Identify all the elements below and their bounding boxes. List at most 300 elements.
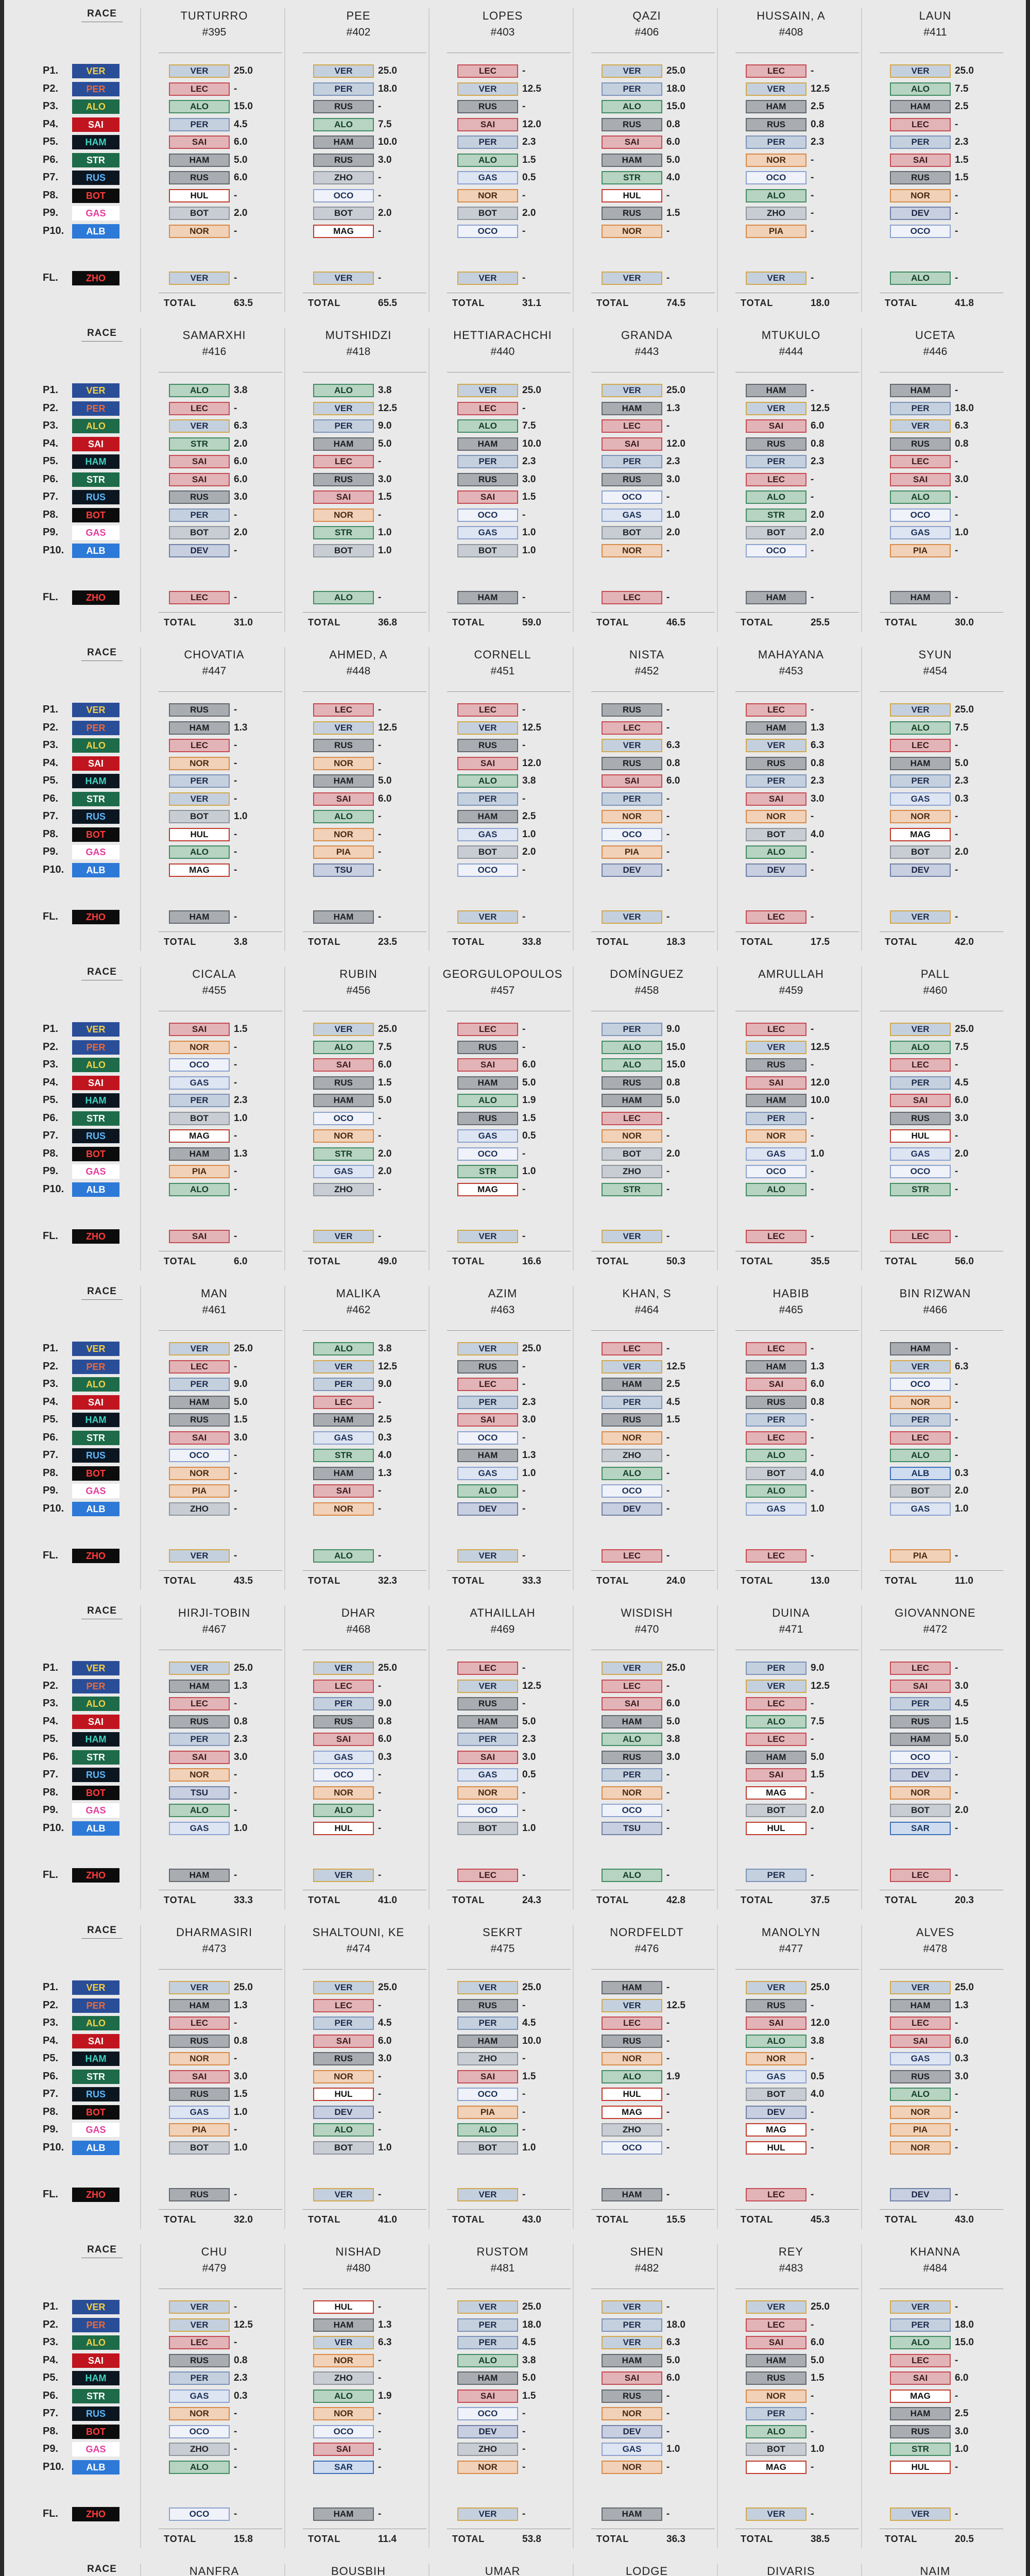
header-divider xyxy=(447,1330,571,1331)
race-column xyxy=(20,961,128,1281)
fastest-lap-pick: HAM xyxy=(602,2507,662,2521)
driver-pick: PER xyxy=(602,1768,662,1782)
fastest-lap-points: - xyxy=(811,2509,814,2519)
driver-pick: SAI xyxy=(313,1733,374,1746)
driver-pick: HAM xyxy=(313,135,374,149)
pick-points: 7.5 xyxy=(378,1041,392,1053)
player-name: NISHAD xyxy=(335,2245,382,2258)
pick-points: - xyxy=(378,2444,382,2454)
race-result-badge: ALO xyxy=(72,2016,119,2030)
column-divider xyxy=(861,8,862,312)
fastest-lap-pick: VER xyxy=(313,2188,374,2201)
driver-pick: SAI xyxy=(169,473,230,486)
fastest-lap-pick: VER xyxy=(457,1549,518,1563)
driver-pick: HAM xyxy=(457,2035,518,2048)
position-label: P7. xyxy=(43,1449,59,1461)
driver-pick: GAS xyxy=(746,2070,806,2083)
column-divider xyxy=(861,967,862,1270)
total-value: 31.0 xyxy=(234,617,253,628)
driver-pick: DEV xyxy=(602,1502,662,1516)
pick-points: 1.5 xyxy=(234,1024,248,1035)
driver-pick: SAI xyxy=(890,473,951,486)
pick-points: - xyxy=(234,1041,237,1053)
driver-pick: LEC xyxy=(602,1680,662,1693)
total-value: 36.3 xyxy=(666,2534,685,2545)
pick-points: - xyxy=(522,65,526,76)
header-divider xyxy=(303,691,426,692)
driver-pick: STR xyxy=(890,1183,951,1196)
race-result-badge: RUS xyxy=(72,2087,119,2102)
player-column xyxy=(720,2239,862,2558)
column-divider xyxy=(428,2244,430,2548)
driver-pick: GAS xyxy=(457,1467,518,1480)
header-divider xyxy=(303,1330,426,1331)
driver-pick: BOT xyxy=(457,2141,518,2155)
pick-points: 1.3 xyxy=(234,1148,248,1159)
player-id: #480 xyxy=(346,2262,371,2274)
player-id: #466 xyxy=(923,1304,948,1316)
player-column xyxy=(143,1600,285,1920)
driver-pick: GAS xyxy=(169,2106,230,2119)
position-label: P9. xyxy=(43,527,59,538)
pick-points: 1.5 xyxy=(378,492,392,502)
driver-pick: RUS xyxy=(746,2371,806,2385)
driver-pick: SAI xyxy=(457,1413,518,1427)
pick-points: - xyxy=(378,757,382,769)
player-name: LODGE xyxy=(625,2565,668,2576)
fastest-lap-pick: LEC xyxy=(746,910,806,924)
total-divider xyxy=(880,612,1003,613)
pick-points: 1.5 xyxy=(234,2089,248,2099)
pick-points: 0.3 xyxy=(955,1467,969,1479)
pick-points: 25.0 xyxy=(811,2301,830,2312)
pick-points: 18.0 xyxy=(522,2319,541,2330)
driver-pick: RUS xyxy=(602,118,662,131)
player-name: DIVARIS xyxy=(767,2565,815,2576)
race-result-badge: ALB xyxy=(72,2141,119,2155)
driver-pick: SAI xyxy=(313,1484,374,1498)
race-result-badge: ALB xyxy=(72,544,119,558)
pick-points: - xyxy=(955,2018,958,2028)
player-id: #454 xyxy=(923,665,948,677)
player-name: MAN xyxy=(201,1287,228,1300)
pick-points: - xyxy=(234,1467,237,1479)
position-label: P5. xyxy=(43,1094,59,1106)
pick-points: 2.3 xyxy=(522,137,536,147)
pick-points: - xyxy=(522,1183,526,1195)
driver-pick: SAI xyxy=(169,455,230,468)
pick-points: 5.0 xyxy=(666,1716,680,1727)
fastest-lap-points: - xyxy=(522,1550,526,1561)
driver-pick: VER xyxy=(169,1662,230,1675)
pick-points: 1.0 xyxy=(955,2444,969,2454)
pick-points: - xyxy=(378,1769,382,1780)
driver-pick: HAM xyxy=(169,1680,230,1693)
position-label: P2. xyxy=(43,1680,59,1691)
driver-pick: HAM xyxy=(313,1413,374,1427)
pick-points: 3.8 xyxy=(378,385,392,396)
pick-points: 1.9 xyxy=(666,2071,680,2082)
total-divider xyxy=(303,1570,426,1571)
pick-points: - xyxy=(234,1361,237,1372)
pick-points: 18.0 xyxy=(666,2319,685,2330)
player-name: SEKRT xyxy=(483,1926,523,1939)
pick-points: - xyxy=(522,704,526,715)
race-result-badge: BOT xyxy=(72,1466,119,1481)
driver-pick: SAI xyxy=(457,118,518,131)
pick-points: 6.3 xyxy=(666,740,680,751)
pick-points: - xyxy=(666,225,670,236)
player-name: ATHAILLAH xyxy=(470,1606,536,1619)
driver-pick: ALO xyxy=(746,845,806,859)
fastest-lap-pick: LEC xyxy=(890,1230,951,1243)
total-value: 41.0 xyxy=(378,2214,397,2225)
pick-points: 9.0 xyxy=(666,1024,680,1035)
player-column xyxy=(432,961,574,1281)
total-divider xyxy=(303,612,426,613)
player-name: KHAN, S xyxy=(622,1287,672,1300)
driver-pick: NOR xyxy=(169,2052,230,2065)
race-result-badge: ALB xyxy=(72,863,119,877)
driver-pick: HAM xyxy=(457,1715,518,1728)
driver-pick: RUS xyxy=(602,207,662,220)
pick-points: - xyxy=(955,1450,958,1461)
pick-points: - xyxy=(666,2301,670,2312)
pick-points: - xyxy=(234,1166,237,1177)
driver-pick: NOR xyxy=(169,757,230,770)
pick-points: 1.0 xyxy=(811,2444,825,2454)
pick-points: 1.5 xyxy=(522,154,536,165)
race-block xyxy=(20,3,1015,323)
driver-pick: HUL xyxy=(746,2141,806,2155)
pick-points: - xyxy=(378,456,382,467)
pick-points: - xyxy=(666,1822,670,1834)
pick-points: - xyxy=(378,2071,382,2082)
pick-points: - xyxy=(378,2106,382,2117)
driver-pick: OCO xyxy=(169,2425,230,2438)
race-result-badge: HAM xyxy=(72,1093,119,1108)
total-label: TOTAL xyxy=(308,1895,341,1905)
pick-points: - xyxy=(955,1787,958,1798)
driver-pick: LEC xyxy=(890,118,951,131)
driver-pick: RUS xyxy=(313,739,374,752)
total-value: 15.5 xyxy=(666,2214,685,2225)
driver-pick: PER xyxy=(313,1378,374,1391)
driver-pick: PER xyxy=(890,1697,951,1710)
total-divider xyxy=(735,612,859,613)
driver-pick: VER xyxy=(313,2336,374,2349)
race-result-badge: PER xyxy=(72,721,119,735)
race-result-badge: RUS xyxy=(72,1129,119,1143)
pick-points: - xyxy=(522,1024,526,1035)
pick-points: 3.0 xyxy=(955,1680,969,1691)
driver-pick: SAI xyxy=(746,2336,806,2349)
driver-pick: TSU xyxy=(169,1786,230,1800)
driver-pick: HAM xyxy=(746,1751,806,1764)
total-divider xyxy=(735,2209,859,2210)
driver-pick: LEC xyxy=(457,402,518,415)
driver-pick: NOR xyxy=(890,1396,951,1409)
player-name: MTUKULO xyxy=(761,329,821,342)
pick-points: 0.8 xyxy=(811,1396,825,1408)
race-result-badge: PER xyxy=(72,1998,119,2013)
fastest-lap-pick: VER xyxy=(602,910,662,924)
pick-points: - xyxy=(666,864,670,875)
player-column xyxy=(576,3,718,323)
driver-pick: PER xyxy=(890,2318,951,2332)
pick-points: 25.0 xyxy=(666,65,685,76)
pick-points: 1.5 xyxy=(811,2372,825,2383)
driver-pick: LEC xyxy=(169,2336,230,2349)
total-value: 43.5 xyxy=(234,1575,253,1586)
pick-points: - xyxy=(234,225,237,236)
pick-points: - xyxy=(666,2053,670,2064)
column-divider xyxy=(861,2564,862,2576)
pick-points: - xyxy=(666,1680,670,1691)
pick-points: - xyxy=(522,1999,526,2011)
pick-points: 2.0 xyxy=(378,1148,392,1159)
driver-pick: GAS xyxy=(602,2443,662,2456)
fastest-lap-points: - xyxy=(378,592,382,603)
race-result-badge: GAS xyxy=(72,1484,119,1498)
driver-pick: GAS xyxy=(457,171,518,184)
position-label: P3. xyxy=(43,1698,59,1709)
driver-pick: LEC xyxy=(169,82,230,96)
driver-pick: NOR xyxy=(169,1041,230,1054)
player-id: #453 xyxy=(779,665,803,677)
player-name: QAZI xyxy=(632,9,661,22)
driver-pick: HUL xyxy=(602,189,662,202)
driver-pick: PER xyxy=(746,774,806,788)
pick-points: 12.0 xyxy=(811,1077,830,1088)
driver-pick: ALO xyxy=(169,384,230,397)
race-result-badge: GAS xyxy=(72,1803,119,1818)
pick-points: - xyxy=(522,2461,526,2472)
fastest-lap-pick: HAM xyxy=(313,910,374,924)
driver-pick: HAM xyxy=(890,384,951,397)
player-column xyxy=(432,3,574,323)
driver-pick: SAI xyxy=(890,2035,951,2048)
total-label: TOTAL xyxy=(596,937,629,947)
driver-pick: SAI xyxy=(313,490,374,504)
driver-pick: PER xyxy=(169,774,230,788)
race-column xyxy=(20,642,128,961)
driver-pick: LEC xyxy=(746,1733,806,1746)
fastest-lap-points: - xyxy=(955,273,958,283)
driver-pick: PER xyxy=(890,774,951,788)
total-divider xyxy=(447,2209,571,2210)
total-label: TOTAL xyxy=(885,937,918,947)
player-column xyxy=(143,1920,285,2239)
total-divider xyxy=(447,1570,571,1571)
driver-pick: NOR xyxy=(746,154,806,167)
driver-pick: OCO xyxy=(890,1751,951,1764)
pick-points: - xyxy=(811,846,814,857)
player-name: KHANNA xyxy=(910,2245,960,2258)
driver-pick: LEC xyxy=(313,1680,374,1693)
driver-pick: ALO xyxy=(746,1183,806,1196)
player-column xyxy=(576,1281,718,1600)
pick-points: 1.0 xyxy=(378,545,392,556)
player-name: AMRULLAH xyxy=(758,968,824,980)
pick-points: 1.3 xyxy=(666,402,680,414)
pick-points: - xyxy=(234,1059,237,1070)
pick-points: - xyxy=(234,1769,237,1780)
pick-points: - xyxy=(234,2426,237,2437)
pick-points: - xyxy=(522,1432,526,1443)
driver-pick: MAG xyxy=(457,1183,518,1196)
driver-pick: MAG xyxy=(169,1129,230,1143)
pick-points: - xyxy=(811,154,814,165)
race-result-badge: SAI xyxy=(72,1395,119,1410)
total-value: 43.0 xyxy=(522,2214,541,2225)
fastest-lap-pick: VER xyxy=(457,910,518,924)
pick-points: 5.0 xyxy=(811,1751,825,1762)
pick-points: 3.0 xyxy=(955,2071,969,2082)
pick-points: 4.0 xyxy=(811,2089,825,2099)
driver-pick: NOR xyxy=(602,225,662,238)
pick-points: 3.8 xyxy=(522,775,536,786)
player-name: CICALA xyxy=(192,968,236,980)
player-column xyxy=(864,2239,1006,2558)
race-result-badge: ALO xyxy=(72,1377,119,1392)
player-id: #472 xyxy=(923,1623,948,1635)
position-label: P9. xyxy=(43,846,59,857)
pick-points: 12.5 xyxy=(522,83,541,94)
player-column xyxy=(720,1920,862,2239)
header-divider xyxy=(159,1969,282,1970)
position-label: P1. xyxy=(43,1023,59,1035)
driver-pick: SAI xyxy=(313,2443,374,2456)
pick-points: - xyxy=(955,1166,958,1177)
driver-pick: VER xyxy=(313,402,374,415)
player-id: #459 xyxy=(779,985,803,996)
pick-points: 2.3 xyxy=(234,1095,248,1106)
pick-points: - xyxy=(378,1396,382,1408)
driver-pick: SAI xyxy=(890,2371,951,2385)
player-column xyxy=(143,2239,285,2558)
fastest-lap-points: - xyxy=(955,1870,958,1880)
driver-pick: SAI xyxy=(169,2070,230,2083)
driver-pick: SAI xyxy=(457,757,518,770)
driver-pick: ALO xyxy=(457,1094,518,1107)
pick-points: 0.8 xyxy=(811,438,825,449)
pick-points: - xyxy=(955,2354,958,2366)
column-divider xyxy=(717,1286,718,1590)
pick-points: 4.5 xyxy=(955,1698,969,1709)
player-column xyxy=(864,642,1006,961)
driver-pick: BOT xyxy=(746,2443,806,2456)
pick-points: - xyxy=(666,1805,670,1816)
driver-pick: STR xyxy=(602,171,662,184)
fastest-lap-badge: ZHO xyxy=(72,1868,119,1883)
driver-pick: PIA xyxy=(746,225,806,238)
position-label: P2. xyxy=(43,721,59,733)
player-column xyxy=(432,1281,574,1600)
pick-points: - xyxy=(522,1787,526,1798)
driver-pick: RUS xyxy=(890,2425,951,2438)
pick-points: 6.0 xyxy=(234,137,248,147)
race-result-badge: SAI xyxy=(72,1715,119,1729)
pick-points: 1.0 xyxy=(522,1166,536,1177)
pick-points: 2.5 xyxy=(522,811,536,822)
pick-points: - xyxy=(811,1130,814,1141)
pick-points: - xyxy=(666,1130,670,1141)
pick-points: 25.0 xyxy=(666,1663,685,1673)
driver-pick: SAI xyxy=(602,135,662,149)
pick-points: - xyxy=(955,1432,958,1443)
driver-pick: PER xyxy=(457,2336,518,2349)
pick-points: - xyxy=(522,1485,526,1496)
player-id: #483 xyxy=(779,2262,803,2274)
driver-pick: OCO xyxy=(602,828,662,841)
player-column xyxy=(287,2239,430,2558)
total-label: TOTAL xyxy=(741,1895,774,1905)
position-label: P1. xyxy=(43,1662,59,1673)
pick-points: - xyxy=(378,1999,382,2011)
driver-pick: NOR xyxy=(313,509,374,522)
pick-points: 1.5 xyxy=(234,1414,248,1425)
player-column xyxy=(720,961,862,1281)
driver-pick: RUS xyxy=(746,118,806,131)
race-result-badge: BOT xyxy=(72,189,119,203)
driver-pick: HUL xyxy=(313,1822,374,1835)
driver-pick: PER xyxy=(746,455,806,468)
position-label: P1. xyxy=(43,65,59,76)
column-divider xyxy=(861,1286,862,1590)
pick-points: 4.5 xyxy=(234,118,248,130)
driver-pick: MAG xyxy=(746,2461,806,2474)
driver-pick: NOR xyxy=(746,810,806,823)
race-result-badge: VER xyxy=(72,703,119,717)
total-divider xyxy=(880,1570,1003,1571)
pick-points: - xyxy=(811,2106,814,2117)
race-header: RACE xyxy=(76,8,128,20)
driver-pick: VER xyxy=(890,64,951,78)
pick-points: 2.0 xyxy=(522,208,536,218)
total-divider xyxy=(159,931,282,932)
driver-pick: BOT xyxy=(602,526,662,539)
pick-points: 1.5 xyxy=(378,1077,392,1088)
driver-pick: ZHO xyxy=(169,1502,230,1516)
race-result-badge: VER xyxy=(72,1980,119,1995)
driver-pick: ZHO xyxy=(313,1183,374,1196)
driver-pick: LEC xyxy=(313,1999,374,2012)
player-id: #457 xyxy=(490,985,515,996)
driver-pick: LEC xyxy=(457,1662,518,1675)
driver-pick: BOT xyxy=(169,526,230,539)
fastest-lap-points: - xyxy=(522,2189,526,2200)
pick-points: - xyxy=(378,2124,382,2135)
driver-pick: HAM xyxy=(746,1094,806,1107)
fastest-lap-label: FL. xyxy=(43,2189,58,2200)
player-id: #464 xyxy=(634,1304,659,1316)
pick-points: - xyxy=(955,2089,958,2099)
driver-pick: STR xyxy=(313,526,374,539)
driver-pick: NOR xyxy=(313,1502,374,1516)
pick-points: 3.8 xyxy=(378,1343,392,1354)
fastest-lap-pick: LEC xyxy=(602,1549,662,1563)
driver-pick: NOR xyxy=(602,1431,662,1445)
column-divider xyxy=(428,2564,430,2576)
driver-pick: LEC xyxy=(169,2016,230,2030)
pick-points: - xyxy=(522,740,526,751)
pick-points: 5.0 xyxy=(666,1095,680,1106)
pick-points: 0.3 xyxy=(378,1432,392,1443)
player-id: #406 xyxy=(634,26,659,38)
fastest-lap-label: FL. xyxy=(43,1869,58,1880)
pick-points: - xyxy=(522,2426,526,2437)
